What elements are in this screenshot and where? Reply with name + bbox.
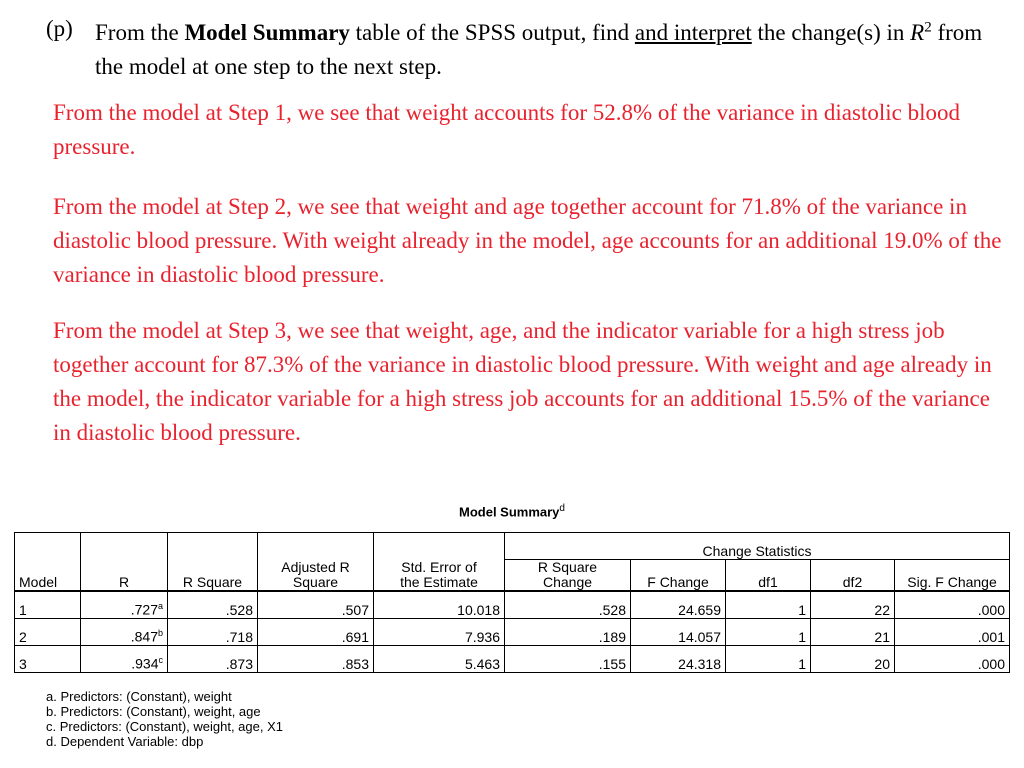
header-blank bbox=[374, 533, 505, 560]
cell-r-sup: a bbox=[157, 601, 163, 612]
cell-adjusted: .853 bbox=[258, 646, 374, 673]
col-se-line-1: Std. Error of bbox=[401, 559, 477, 575]
cell-f-change: 24.318 bbox=[631, 646, 726, 673]
col-r-square: R Square bbox=[168, 560, 258, 592]
table-row bbox=[15, 619, 1010, 646]
cell-r-square: .528 bbox=[168, 591, 258, 619]
cell-sig: .001 bbox=[895, 619, 1010, 646]
cell-r-value: .934 bbox=[131, 656, 159, 672]
cell-f-change: 14.057 bbox=[631, 619, 726, 646]
cell-sig: .000 bbox=[895, 646, 1010, 673]
header-blank bbox=[168, 533, 258, 560]
cell-r-square-change: .155 bbox=[505, 646, 631, 673]
cell-std-error: 5.463 bbox=[374, 646, 505, 673]
cell-std-error: 10.018 bbox=[374, 591, 505, 619]
cell-df1: 1 bbox=[726, 646, 811, 673]
table-row bbox=[15, 646, 1010, 673]
r-superscript: 2 bbox=[924, 19, 932, 36]
table-row bbox=[15, 591, 1010, 619]
question-part-3: the change(s) in bbox=[751, 20, 911, 45]
cell-r-value: .727 bbox=[130, 602, 158, 618]
footnote-b: b. Predictors: (Constant), weight, age bbox=[46, 704, 261, 719]
col-adj-line-1: Adjusted R bbox=[281, 559, 350, 575]
question-part-4: from the model at one step to the next step. bbox=[95, 20, 983, 79]
cell-r bbox=[81, 591, 168, 619]
cell-r-square: .873 bbox=[168, 646, 258, 673]
cell-adjusted: .691 bbox=[258, 619, 374, 646]
col-rsqc-line-2: Change bbox=[542, 574, 593, 590]
col-r: R bbox=[81, 560, 168, 592]
cell-model: 3 bbox=[15, 646, 81, 673]
table-title bbox=[0, 503, 1024, 519]
footnote-d: d. Dependent Variable: dbp bbox=[46, 734, 204, 749]
cell-df1: 1 bbox=[726, 619, 811, 646]
cell-r-square: .718 bbox=[168, 619, 258, 646]
question-text bbox=[95, 16, 995, 84]
header-group-row bbox=[15, 533, 1010, 560]
question-part-2: table of the SPSS output, find bbox=[349, 20, 635, 45]
cell-df2: 22 bbox=[811, 591, 895, 619]
header-blank bbox=[258, 533, 374, 560]
cell-r-value: .847 bbox=[130, 629, 158, 645]
cell-df2: 21 bbox=[811, 619, 895, 646]
cell-f-change: 24.659 bbox=[631, 591, 726, 619]
col-se-line-2: the Estimate bbox=[400, 574, 478, 590]
cell-df1: 1 bbox=[726, 591, 811, 619]
header-blank bbox=[15, 533, 81, 560]
col-adj-line-2: Square bbox=[292, 574, 339, 590]
cell-r-square-change: .189 bbox=[505, 619, 631, 646]
col-f-change: F Change bbox=[631, 560, 726, 592]
cell-r bbox=[81, 619, 168, 646]
footnote-a: a. Predictors: (Constant), weight bbox=[46, 689, 232, 704]
question-bold: Model Summary bbox=[184, 20, 350, 45]
col-sig-f-change: Sig. F Change bbox=[895, 560, 1010, 592]
cell-model: 1 bbox=[15, 591, 81, 619]
answer-step-2: From the model at Step 2, we see that weight and age together account for 71.8% of the variance in diastolic blood pressure. With weight already in the model, age accounts for an additional 19.0% of the variance in diastolic blood pressure. bbox=[53, 194, 1002, 287]
r-symbol: R bbox=[910, 20, 925, 45]
answer-step-3: From the model at Step 3, we see that weight, age, and the indicator variable for a high stress job together account for 87.3% of the variance in diastolic blood pressure. With weight and age already in the model, the indicator variable for a high stress job accounts for an additional 15.5% of the variance in diastolic blood pressure. bbox=[53, 318, 992, 445]
cell-sig: .000 bbox=[895, 591, 1010, 619]
cell-std-error: 7.936 bbox=[374, 619, 505, 646]
question-underlined: and interpret bbox=[634, 20, 752, 45]
col-rsqc-line-1: R Square bbox=[537, 559, 598, 575]
col-adjusted-r-square bbox=[258, 560, 374, 592]
change-statistics-header: Change Statistics bbox=[505, 533, 1010, 560]
answer-step-1: From the model at Step 1, we see that weight accounts for 52.8% of the variance in diastolic blood pressure. bbox=[53, 100, 960, 159]
col-model: Model bbox=[15, 560, 81, 592]
cell-df2: 20 bbox=[811, 646, 895, 673]
col-df1: df1 bbox=[726, 560, 811, 592]
model-summary-table bbox=[14, 532, 1010, 673]
cell-r-sup: b bbox=[157, 628, 163, 639]
cell-adjusted: .507 bbox=[258, 591, 374, 619]
cell-r-square-change: .528 bbox=[505, 591, 631, 619]
footnote-c: c. Predictors: (Constant), weight, age, X1 bbox=[46, 719, 283, 734]
cell-model: 2 bbox=[15, 619, 81, 646]
table-footnotes bbox=[46, 689, 283, 749]
header-row bbox=[15, 560, 1010, 592]
table-title-text: Model Summary bbox=[459, 504, 560, 520]
col-df2: df2 bbox=[811, 560, 895, 592]
col-r-square-change bbox=[505, 560, 631, 592]
question-part-1: From the bbox=[95, 20, 185, 45]
cell-r bbox=[81, 646, 168, 673]
header-blank bbox=[81, 533, 168, 560]
question-label: (p) bbox=[46, 16, 73, 41]
table-title-sup: d bbox=[559, 503, 565, 514]
cell-r-sup: c bbox=[158, 655, 163, 666]
col-std-error bbox=[374, 560, 505, 592]
